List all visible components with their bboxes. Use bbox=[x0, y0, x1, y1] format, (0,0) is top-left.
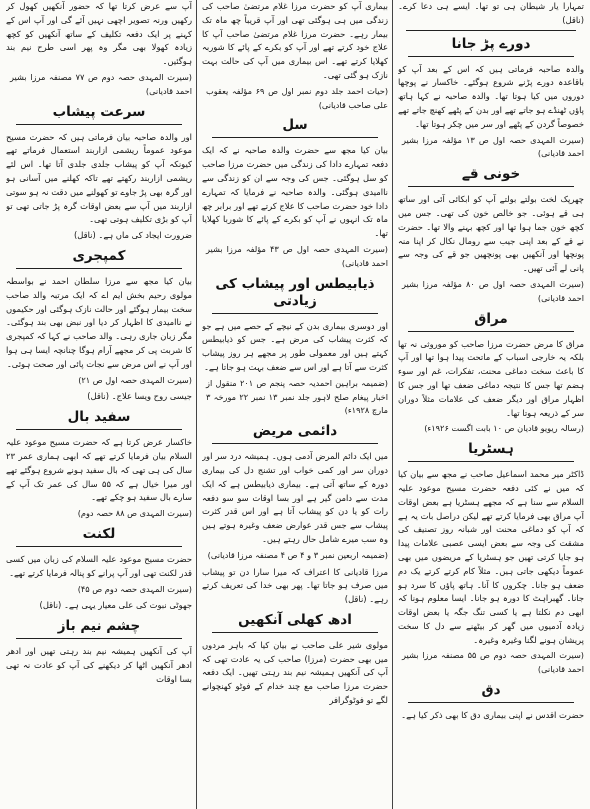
section-heading: کمپجری bbox=[16, 247, 182, 269]
column-divider bbox=[196, 0, 197, 809]
section-heading: ہسٹریا bbox=[408, 440, 574, 462]
paragraph: ضرورت ایجاد کی ماں ہے۔ (ناقل) bbox=[73, 230, 192, 241]
section-heading: سفید بال bbox=[16, 408, 182, 430]
source-citation: (سیرت المہدی حصہ اول ص ۱۳ مؤلفہ مرزا بشیر احمد قادیانی) bbox=[402, 134, 584, 159]
section-heading: مراق bbox=[408, 310, 574, 332]
divider bbox=[406, 30, 576, 31]
column-right bbox=[398, 0, 584, 809]
section-heading: دائمی مریض bbox=[212, 422, 378, 444]
paragraph: چھرپک لخت بولتے بولتے آپ کو ابکائی آئی اور ساتھ ہی قے ہوئی۔ جو خالص خون کی تھی۔ جس میں کچھ خون جما ہوا تھا اور کچھ بہنے والا تھا۔ حضرت نے قے کے بعد اپنی جیب سے رومال نکال کر اپنا منہ پونچھا اور آنکھیں بھی پونچھیں جو قے کی وجہ سے پانی لے آئی تھیں۔ bbox=[398, 194, 584, 274]
source-citation: (رسالہ ریویو قادیان ص ۱۰ بابت اگست ۱۹۲۶ء) bbox=[424, 423, 584, 434]
section-heading: چشم نیم باز bbox=[16, 617, 182, 639]
source-citation: (سیرت المہدی حصہ دوم ص ۴۵) bbox=[77, 583, 192, 594]
top-line: تمہارا یار شیطان ہی تو تھا۔ ایسے ہی دعا کرے۔ (ناقل) bbox=[398, 1, 584, 25]
paragraph: بیماری آپ کو حضرت مرزا غلام مرتضیٰ صاحب کی زندگی میں ہی ہوگئی تھی اور آپ قریباً چھ ماہ تک بیمار رہے۔ حضرت مرزا غلام مرتضیٰ صاحب آپ کا علاج خود کرتے تھے اور آپ کو بکرے کے پائے کا شوربہ کھلایا کرتے تھے۔ اس بیماری میں آپ کی حالت بہت نازک ہو گئی تھی۔ bbox=[202, 1, 388, 80]
column-left bbox=[6, 0, 192, 809]
paragraph: مراق کا مرض حضرت مرزا صاحب کو موروثی نہ تھا بلکہ یہ خارجی اسباب کے ماتحت پیدا ہوا تھا اور آپ کا باعث سخت دماغی محنت، تفکرات، غم اور سوء ہضم تھا جس کا نتیجہ دماغی ضعف تھا اور جس کا اظہار مراق اور دیگر ضعف کی علامات مثلاً دوران سر کے ذریعہ ہوتا تھا۔ bbox=[398, 338, 584, 418]
section-heading: ادھ کھلی آنکھیں bbox=[212, 611, 378, 633]
paragraph: آپ کی آنکھیں ہمیشہ نیم بند رہتی تھیں اور ادھر ادھر آنکھیں اٹھا کر دیکھنے کی آپ کو عادت نہ تھی بسا اوقات bbox=[6, 646, 192, 684]
paragraph: جھوٹی نبوت کی علی معیار یہی ہے۔ (ناقل) bbox=[39, 600, 192, 611]
column-divider bbox=[392, 0, 393, 809]
paragraph: حضرت اقدس نے اپنی بیماری دق کا بھی ذکر کیا ہے۔ bbox=[401, 710, 584, 721]
paragraph: خاکسار عرض کرتا ہے کہ حضرت مسیح موعود علیہ السلام بیان فرمایا کرتے تھے کہ ابھی ہماری عمر ۲۳ سال کی ہی تھی کہ بال سفید ہونے شروع ہوگئے تھے اور میرا خیال ہے کہ ۵۵ سال کی عمر تک آپ کے سارے بال سفید ہو چکے تھے۔ bbox=[6, 437, 192, 503]
source-citation: (سیرت المہدی حصہ اول ص ۴۳ مؤلفہ مرزا بشیر احمد قادیانی) bbox=[206, 243, 388, 268]
paragraph: آپ سے عرض کرتا تھا کہ حضور آنکھیں کھول کر رکھیں ورنہ تصویر اچھی نہیں آئے گی اور آپ اس کے کہنے پر ایک دفعہ تکلیف کے ساتھ آنکھیں کو کچھ زیادہ کھولا بھی مگر وہ پھر اسی طرح نیم بند ہوگئیں۔ bbox=[6, 1, 192, 67]
source-citation: (سیرت المہدی حصہ دوم ص ۷۷ مصنفہ مرزا بشیر احمد قادیانی) bbox=[10, 71, 192, 96]
paragraph: اور دوسری بیماری بدن کے نیچے کے حصے میں ہے جو کہ کثرت پیشاب کی مرض ہے۔ جس کو ذیابیطس کہتے ہیں اور معمولی طور پر مجھے ہر روز پیشاب کثرت سے آتا ہے اور اس سے ضعف بہت ہو جاتا ہے۔ bbox=[202, 320, 388, 372]
source-citation: (سیرت المہدی حصہ اول ص ۲۱) bbox=[78, 374, 192, 385]
source-citation: (سیرت المہدی حصہ دوم ص ۵۵ مصنفہ مرزا بشیر احمد قادیانی) bbox=[402, 650, 584, 675]
source-citation: (سیرت المہدی حصہ اول ص ۸۰ مؤلفہ مرزا بشیر احمد قادیانی) bbox=[402, 278, 584, 303]
source-citation: (سیرت المہدی ص ۸۸ حصہ دوم) bbox=[77, 508, 192, 519]
paragraph: والدہ صاحبہ فرماتی ہیں کہ اس کے بعد آپ کو باقاعدہ دورے پڑنے شروع ہوگئے۔ خاکسار نے پوچھا دوروں میں کیا ہوتا تھا۔ والدہ صاحبہ نے کہا ہاتھ پاؤں ٹھنڈے ہو جاتے تھے اور بدن کے پٹھے کھنچ جاتے تھے خصوصاً گردن کے پٹھے اور سر میں چکر ہوتا تھا۔ bbox=[398, 63, 584, 129]
paragraph: بیان کیا مجھ سے مرزا سلطان احمد نے بواسطہ مولوی رحیم بخش ایم اے کہ ایک مرتبہ والد صاحب سخت بیمار ہوگئے اور حالت نازک ہوگئی اور حکیموں نے ناامیدی کا اظہار کر دیا اور نبض بھی بند ہوگئی۔ مگر زبان جاری رہی۔ والد صاحب نے کہا کہ کمپجری کا شربت پی کر مجھے آرام ہوگا چنانچہ ایسا ہی ہوا اور آپ نے اس مرض سے نجات پائی اور صحت ہوئی۔ bbox=[6, 275, 192, 369]
section-heading: خونی قے bbox=[408, 165, 574, 187]
section-heading: سل bbox=[212, 116, 378, 138]
section-heading: سرعت پیشاب bbox=[16, 103, 182, 125]
source-citation: (ضمیمہ اربعین نمبر ۳ و ۴ ص ۴ مصنفہ مرزا قادیانی) bbox=[207, 549, 388, 560]
section-heading: دورے پڑ جانا bbox=[408, 35, 574, 57]
paragraph: بیان کیا مجھ سے حضرت والدہ صاحبہ نے کہ ایک دفعہ تمہارے دادا کی زندگی میں حضرت مرزا صاحب کو سل ہوگئی۔ جس کی وجہ سے ان کو زندگی سے ناامیدی ہوگئی۔ والدہ صاحبہ نے فرمایا کہ تمہارے دادا خود حضرت صاحب کا علاج کرتے تھے اور برابر چھ ماہ تک انہوں نے آپ کو بکرے کے پائے کا شوربا کھلایا تھا۔ bbox=[202, 145, 388, 239]
section-heading: دق bbox=[408, 681, 574, 703]
paragraph: جیسی روح ویسا علاج۔ (ناقل) bbox=[87, 391, 192, 402]
paragraph: ڈاکٹر میر محمد اسماعیل صاحب نے مجھ سے بیان کیا کہ میں نے کئی دفعہ حضرت مسیح موعود علیہ السلام سے سنا ہے کہ مجھے ہسٹریا ہے بعض اوقات آپ مراق بھی فرمایا کرتے تھے لیکن دراصل بات یہ ہے کہ آپ کو دماغی محنت اور شبانہ روز تصنیف کی مشقت کی وجہ سے بعض ایسی عصبی علامات پیدا ہو جایا کرتی تھیں جو ہسٹریا کے مریضوں میں بھی عموماً دیکھی جاتی ہیں۔ مثلاً کام کرتے کرتے یک دم ضعف ہو جانا۔ چکروں کا آنا۔ ہاتھ پاؤں کا سرد ہو جانا۔ گھبراہٹ کا دورہ ہو جانا۔ ایسا معلوم ہونا کہ ابھی دم نکلتا ہے یا کسی تنگ جگہ یا بعض اوقات زیادہ آدمیوں میں گھر کر بیٹھنے سے دل کا سخت پریشان ہونے لگنا وغیرہ وغیرہ۔ bbox=[398, 469, 584, 645]
paragraph: حضرت مسیح موعود علیہ السلام کی زبان میں کسی قدر لکنت تھی اور آپ پرانے کو پنالہ فرمایا کرتے تھے۔ bbox=[6, 553, 192, 578]
paragraph: اور والدہ صاحبہ بیان فرماتی ہیں کہ حضرت مسیح موعود عموماً ریشمی ازاربند استعمال فرماتے تھے کیونکہ آپ کو پیشاب جلدی جلدی آتا تھا۔ اس لئے ریشمی ازاربند رکھتے تھے تاکہ کھلنے میں آسانی ہو اور گرہ بھی پڑ جاوے تو کھولنے میں دقت نہ ہو سوتی ازاربند میں آپ سے بعض اوقات گرہ پڑ جاتی تھی تو آپ کو بڑی تکلیف ہوتی تھی۔ bbox=[6, 131, 192, 225]
section-heading: ذیابیطس اور پیشاب کی زیادتی bbox=[212, 275, 378, 314]
column-middle bbox=[202, 0, 388, 809]
source-citation: (ضمیمہ براہین احمدیہ حصہ پنجم ص ۲۰۱ منقول از اخبار پیغام صلح لاہور جلد نمبر ۱۳ نمبر ۲۲ مورخہ ۳ مارچ ۱۹۲۸ء) bbox=[206, 377, 388, 416]
section-heading: لکنت bbox=[16, 525, 182, 547]
paragraph: میں ایک دائم المرض آدمی ہوں۔ ہمیشہ درد سر اور دوران سر اور کمی خواب اور تشنج دل کی بیماری دورہ کے ساتھ آتی ہے۔ بیماری ذیابیطس ہے کہ ایک مدت سے دامن گیر ہے اور بسا اوقات سو سو دفعہ رات کو یا دن کو پیشاب آتا ہے اور اس قدر کثرت پیشاب سے جس قدر عوارض ضعف وغیرہ ہوتے ہیں وہ سب میرے شامل حال رہتے ہیں۔ bbox=[202, 451, 388, 544]
source-citation: (حیات احمد جلد دوم نمبر اول ص ۶۹ مؤلفہ یعقوب علی صاحب قادیانی) bbox=[206, 85, 388, 110]
paragraph: مرزا قادیانی کا اعتراف کہ میرا سارا دن تو پیشاب میں صرف ہو جاتا تھا۔ پھر بھی خدا کی تعریف کرتے رہے۔ (ناقل) bbox=[202, 566, 388, 605]
paragraph: مولوی شیر علی صاحب نے بیان کیا کہ باہر مردوں میں بھی حضرت (مرزا) صاحب کی یہ عادت تھی کہ آپ کی آنکھیں ہمیشہ نیم بند رہتی تھیں۔ ایک دفعہ حضرت مرزا صاحب مع چند خدام کے فوٹو کھنچوانے لگے تو فوٹوگرافر bbox=[202, 639, 388, 706]
